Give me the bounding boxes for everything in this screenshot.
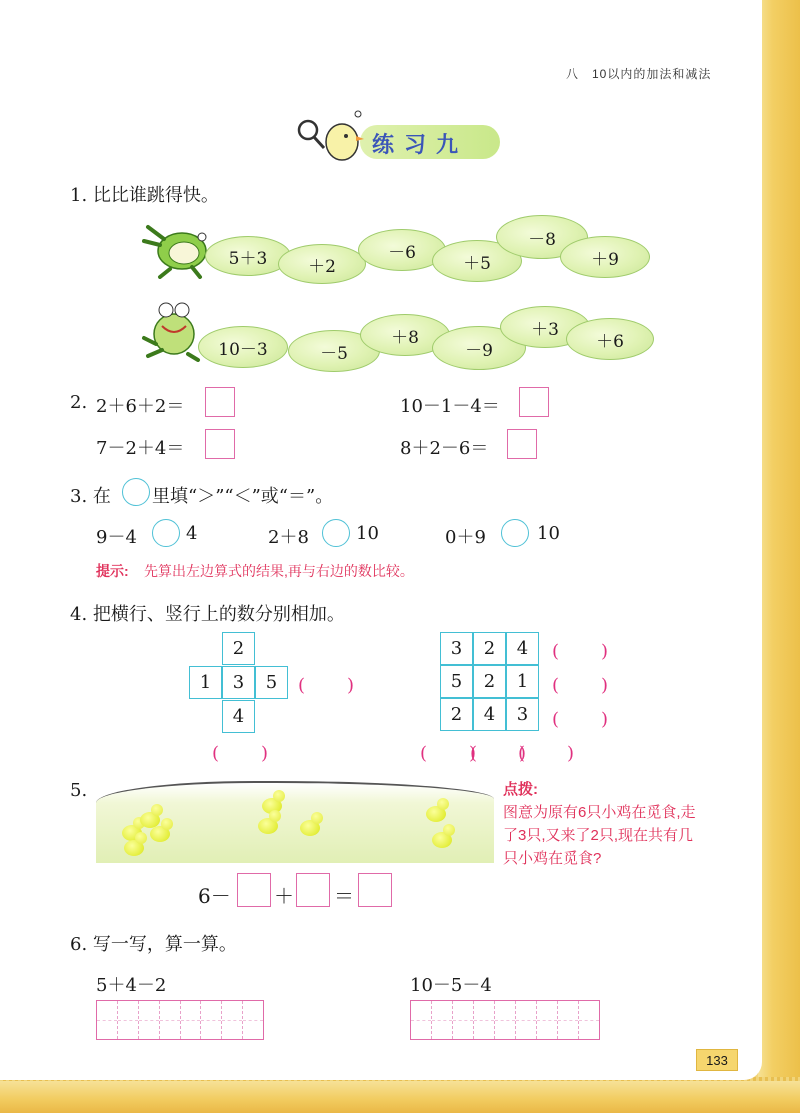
chick-icon — [258, 818, 278, 834]
leaf-2-6: ＋6 — [566, 318, 654, 360]
answer-box[interactable] — [519, 387, 549, 417]
q3-left-3: 0＋9 — [445, 527, 486, 548]
leaf-2-4: －9 — [432, 326, 526, 370]
leaf-2-3: ＋8 — [360, 314, 450, 356]
answer-paren[interactable]: ( ) — [420, 743, 489, 764]
chapter-header: 八 10以内的加法和减法 — [566, 67, 712, 81]
page-edge-bottom — [0, 1077, 800, 1113]
q3-right-2: 10 — [356, 523, 379, 544]
grid-cell: 3 — [506, 698, 539, 731]
cross-cell: 5 — [255, 666, 288, 699]
q2-item-4: 8＋2－6＝ — [400, 438, 489, 459]
writing-grid[interactable] — [96, 1000, 264, 1040]
grid-cell: 5 — [440, 665, 473, 698]
answer-paren[interactable]: ( ) — [552, 709, 621, 730]
chick-icon — [426, 806, 446, 822]
chick-icon — [150, 826, 170, 842]
q3-left-2: 2＋8 — [268, 527, 309, 548]
tip-text: 图意为原有6只小鸡在觅食,走了3只,又来了2只,现在共有几只小鸡在觅食? — [503, 804, 696, 867]
equals-sign: ＝ — [334, 884, 354, 908]
leaf-2-2: －5 — [288, 330, 380, 372]
answer-box[interactable] — [296, 873, 330, 907]
grid-cell: 3 — [440, 632, 473, 665]
chick-icon — [300, 820, 320, 836]
chick-icon — [432, 832, 452, 848]
q3-label-post: 里填“＞”“＜”或“＝”。 — [152, 486, 334, 507]
plus-sign: ＋ — [274, 884, 294, 908]
answer-paren[interactable]: ( ) — [470, 743, 539, 764]
answer-paren[interactable]: ( ) — [212, 743, 281, 764]
q5-label: 5. — [70, 780, 88, 801]
leaf-1-1: 5＋3 — [205, 236, 291, 276]
leaf-2-5: ＋3 — [500, 306, 590, 348]
tip-title: 点拨: — [503, 781, 538, 798]
leaf-1-4: ＋5 — [432, 240, 522, 282]
cross-cell: 1 — [189, 666, 222, 699]
answer-box[interactable] — [237, 873, 271, 907]
q2-item-3: 7－2＋4＝ — [96, 438, 185, 459]
leaf-2-1: 10－3 — [198, 326, 288, 368]
chick-magnifier-icon — [294, 108, 364, 164]
leaf-1-2: ＋2 — [278, 244, 366, 284]
writing-grid[interactable] — [410, 1000, 600, 1040]
compare-circle[interactable] — [501, 519, 529, 547]
equation-start: 6－ — [198, 884, 231, 908]
q2-item-1: 2＋6＋2＝ — [96, 396, 185, 417]
grid-cell: 4 — [473, 698, 506, 731]
q4-label: 4. 把横行、竖行上的数分别相加。 — [70, 604, 345, 625]
leaf-1-6: ＋9 — [560, 236, 650, 278]
frog-yellow-icon — [138, 298, 204, 362]
cross-cell: 2 — [222, 632, 255, 665]
compare-circle[interactable] — [322, 519, 350, 547]
q3-left-1: 9－4 — [96, 527, 137, 548]
answer-box[interactable] — [507, 429, 537, 459]
answer-box[interactable] — [205, 429, 235, 459]
grid-cell: 1 — [506, 665, 539, 698]
compare-circle[interactable] — [152, 519, 180, 547]
leaf-1-5: －8 — [496, 215, 588, 259]
frog-green-icon — [140, 215, 212, 279]
grid-cell: 2 — [473, 665, 506, 698]
q3-right-1: 4 — [186, 523, 198, 544]
answer-paren[interactable]: ( ) — [552, 675, 621, 696]
q6-item-1: 5＋4－2 — [96, 975, 167, 996]
q3-right-3: 10 — [537, 523, 560, 544]
answer-paren[interactable]: ( ) — [552, 641, 621, 662]
chick-icon — [124, 840, 144, 856]
grid-cell: 2 — [440, 698, 473, 731]
q1-label: 1. 比比谁跳得快。 — [70, 185, 219, 206]
answer-box[interactable] — [205, 387, 235, 417]
tip-box — [503, 778, 703, 870]
sample-circle — [122, 478, 150, 506]
page-number: 133 — [696, 1049, 738, 1071]
cross-cell: 4 — [222, 700, 255, 733]
q3-label-pre: 3. 在 — [70, 486, 111, 507]
answer-paren[interactable]: ( ) — [298, 675, 367, 696]
q6-item-2: 10－5－4 — [410, 975, 492, 996]
q2-item-2: 10－1－4＝ — [400, 396, 500, 417]
q2-label: 2. — [70, 392, 88, 413]
hint-label: 提示: — [96, 563, 129, 579]
page-title: 练习九 — [372, 132, 469, 158]
grid-cell: 2 — [473, 632, 506, 665]
cross-cell: 3 — [222, 666, 255, 699]
answer-paren[interactable]: ( ) — [518, 743, 587, 764]
leaf-1-3: －6 — [358, 229, 446, 271]
q6-label: 6. 写一写，算一算。 — [70, 934, 237, 955]
grid-cell: 4 — [506, 632, 539, 665]
hint-text: 先算出左边算式的结果,再与右边的数比较。 — [144, 563, 414, 579]
answer-box[interactable] — [358, 873, 392, 907]
